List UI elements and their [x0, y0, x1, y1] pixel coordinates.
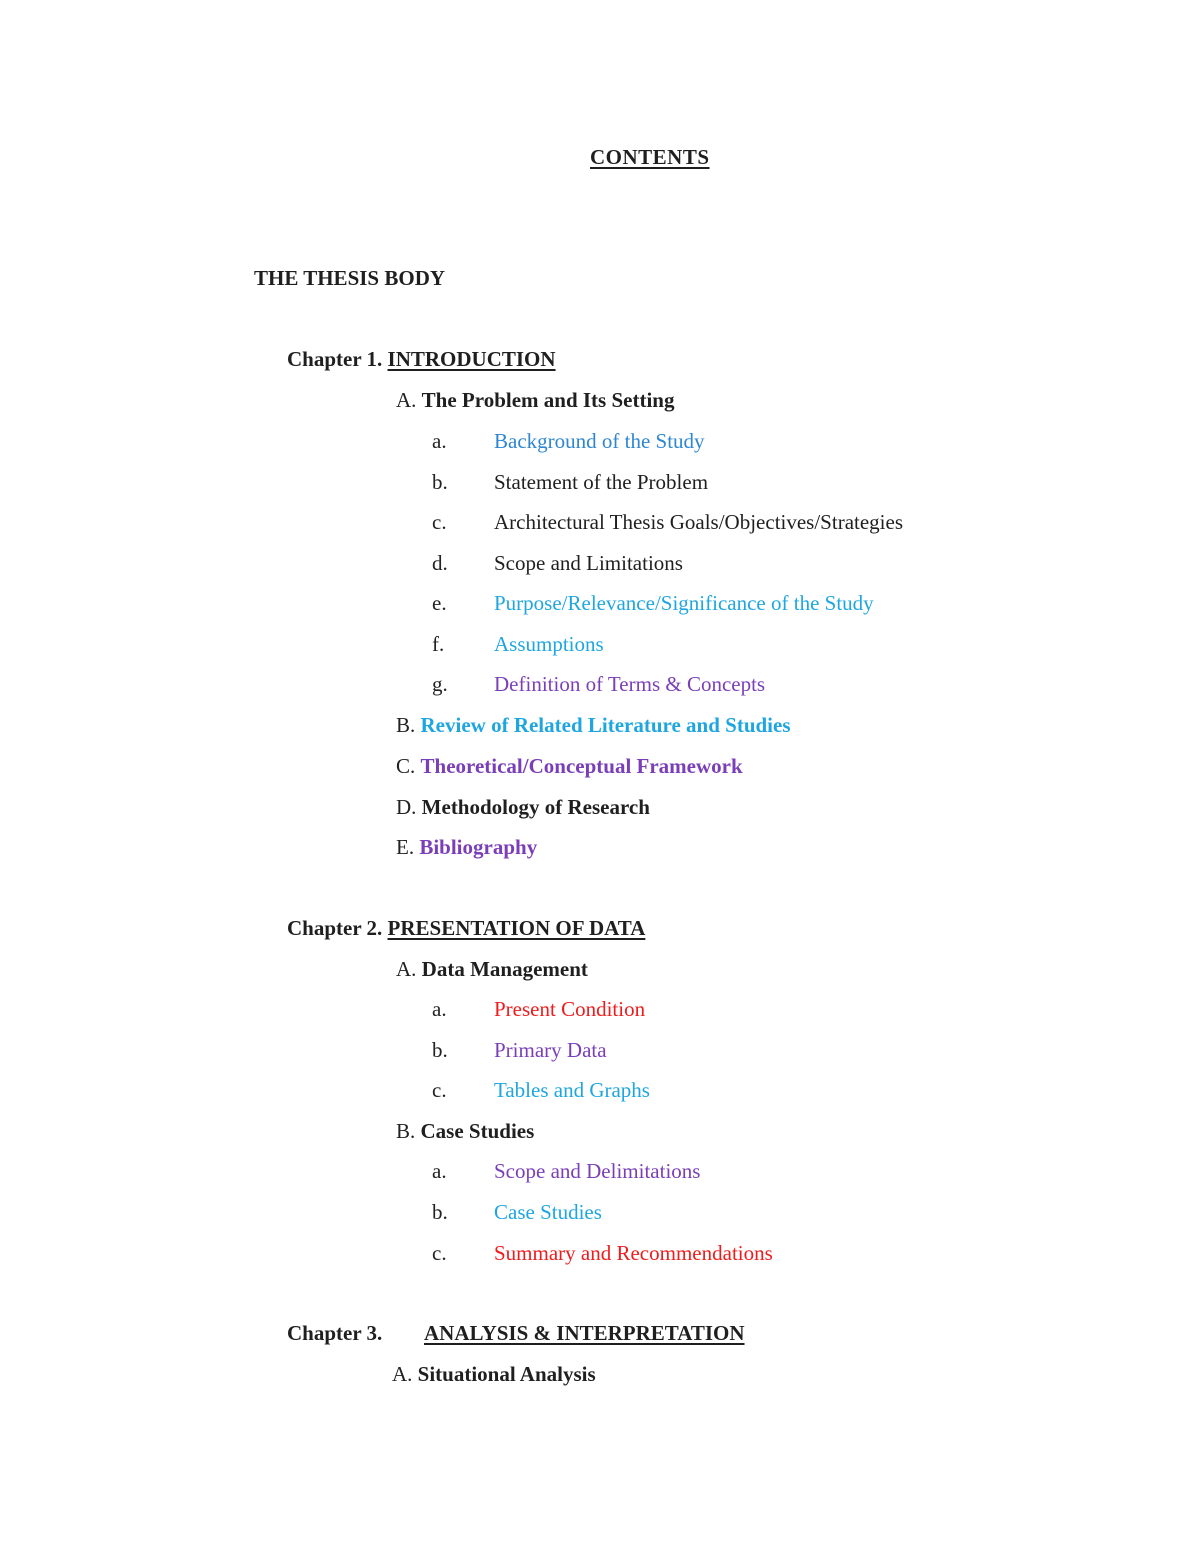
part-title: Case Studies	[420, 1119, 535, 1143]
chapter-2-part-b	[396, 1118, 534, 1144]
chapter-1-part-c	[396, 753, 743, 779]
list-item: Primary Data	[494, 1038, 607, 1062]
chapter-1-heading	[287, 346, 556, 372]
chapter-1-part-e	[396, 834, 537, 860]
item-letter: c.	[432, 1241, 447, 1265]
list-item: Definition of Terms & Concepts	[494, 672, 766, 696]
part-title: Review of Related Literature and Studies	[420, 713, 791, 737]
chapter-1-part-a	[396, 387, 674, 413]
part-title: Bibliography	[419, 835, 538, 859]
item-letter: b.	[432, 1038, 448, 1062]
list-item: Scope and Limitations	[494, 551, 683, 575]
item-letter: c.	[432, 1078, 447, 1102]
part-letter: B.	[396, 713, 416, 737]
list-item: Statement of the Problem	[494, 470, 709, 494]
item-letter: b.	[432, 1200, 448, 1224]
list-item: Purpose/Relevance/Significance of the Study	[494, 591, 874, 615]
item-letter: f.	[432, 632, 445, 656]
chapter-2-part-a	[396, 956, 588, 982]
chapter-1-title: INTRODUCTION	[387, 347, 556, 371]
chapter-3-part-a	[392, 1361, 596, 1387]
chapter-2-prefix: Chapter 2.	[287, 916, 383, 940]
part-letter: E.	[396, 835, 415, 859]
chapter-2-heading	[287, 915, 645, 941]
chapter-1-part-b	[396, 712, 791, 738]
item-letter: d.	[432, 551, 448, 575]
part-letter: A.	[396, 957, 417, 981]
list-item: Background of the Study	[494, 429, 705, 453]
part-title: Data Management	[421, 957, 588, 981]
part-letter: D.	[396, 795, 417, 819]
part-letter: C.	[396, 754, 416, 778]
list-item: Case Studies	[494, 1200, 602, 1224]
item-letter: a.	[432, 997, 447, 1021]
list-item: Scope and Delimitations	[494, 1159, 701, 1183]
chapter-3-title: ANALYSIS & INTERPRETATION	[424, 1321, 745, 1345]
item-letter: c.	[432, 510, 447, 534]
list-item: Assumptions	[494, 632, 604, 656]
part-letter: A.	[396, 388, 417, 412]
chapter-2-title: PRESENTATION OF DATA	[387, 916, 646, 940]
list-item: Architectural Thesis Goals/Objectives/Strategies	[494, 510, 903, 534]
item-letter: a.	[432, 429, 447, 453]
page-title: CONTENTS	[590, 145, 710, 169]
list-item: Summary and Recommendations	[494, 1241, 773, 1265]
chapter-3-prefix: Chapter 3.	[287, 1321, 383, 1345]
section-heading: THE THESIS BODY	[254, 266, 446, 290]
item-letter: b.	[432, 470, 448, 494]
part-title: Theoretical/Conceptual Framework	[420, 754, 743, 778]
chapter-1-prefix: Chapter 1.	[287, 347, 383, 371]
part-title: Situational Analysis	[417, 1362, 596, 1386]
part-title: The Problem and Its Setting	[421, 388, 675, 412]
part-letter: A.	[392, 1362, 413, 1386]
item-letter: a.	[432, 1159, 447, 1183]
list-item: Present Condition	[494, 997, 646, 1021]
chapter-1-part-d	[396, 794, 650, 820]
list-item: Tables and Graphs	[494, 1078, 650, 1102]
item-letter: g.	[432, 672, 448, 696]
part-title: Methodology of Research	[421, 795, 650, 819]
item-letter: e.	[432, 591, 447, 615]
part-letter: B.	[396, 1119, 416, 1143]
